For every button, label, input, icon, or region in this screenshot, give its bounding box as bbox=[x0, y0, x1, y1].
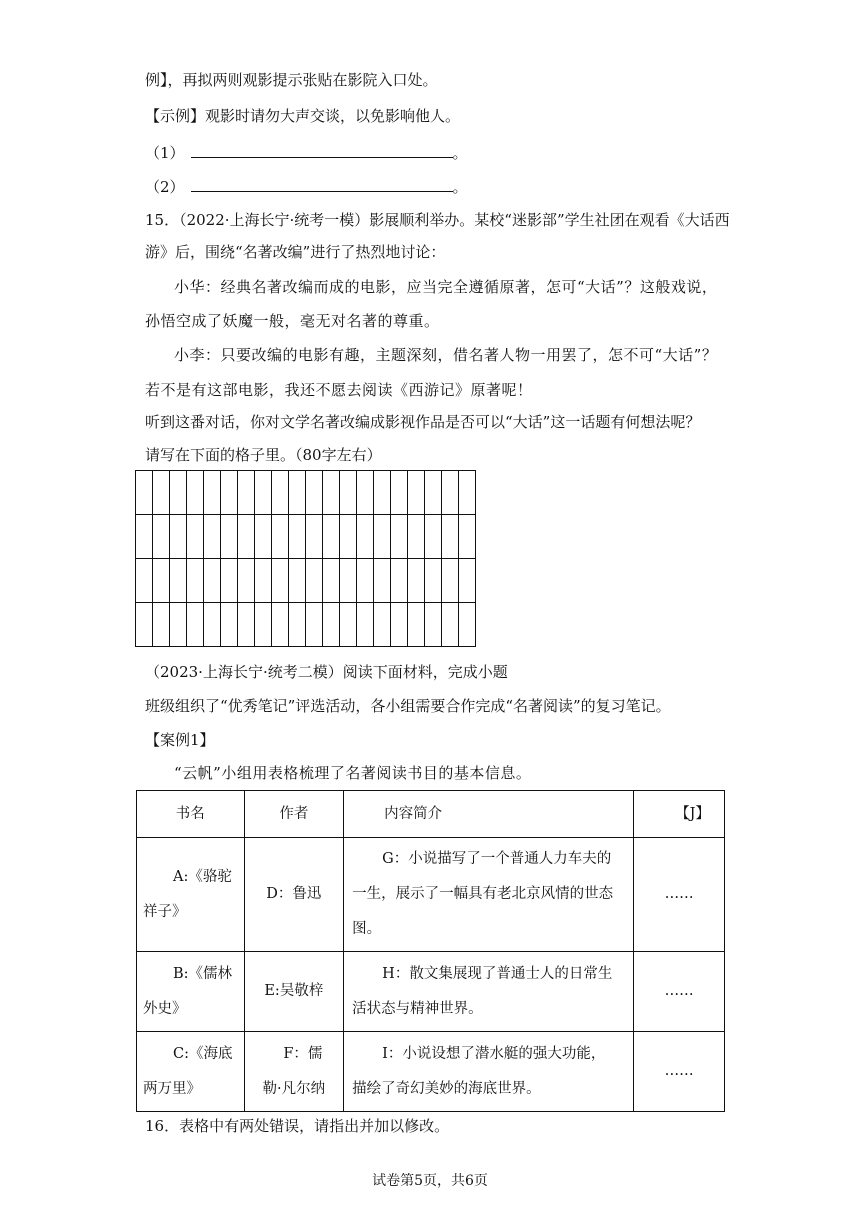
material-intro: 班级组织了“优秀笔记”评选活动，各小组需要合作完成“名著阅读”的复习笔记。 bbox=[145, 697, 671, 715]
grid-cell[interactable] bbox=[238, 559, 255, 603]
grid-cell[interactable] bbox=[323, 471, 340, 515]
grid-cell[interactable] bbox=[289, 471, 306, 515]
answer-label-1: （1） bbox=[145, 144, 185, 162]
grid-cell[interactable] bbox=[238, 603, 255, 647]
answer-label-2: （2） bbox=[145, 178, 185, 196]
grid-cell[interactable] bbox=[255, 471, 272, 515]
grid-cell[interactable] bbox=[289, 603, 306, 647]
grid-cell[interactable] bbox=[272, 603, 289, 647]
book-line-b: 两万里》 bbox=[143, 1080, 201, 1097]
grid-cell[interactable] bbox=[306, 559, 323, 603]
book-line-b: 外史》 bbox=[143, 1000, 187, 1017]
grid-cell[interactable] bbox=[255, 603, 272, 647]
grid-cell[interactable] bbox=[272, 471, 289, 515]
grid-row bbox=[136, 603, 476, 647]
cell-book bbox=[137, 1032, 245, 1112]
summary-line-c: 图。 bbox=[352, 921, 382, 937]
table-row bbox=[137, 1032, 725, 1112]
cell-author: E:吴敬梓 bbox=[244, 952, 344, 1032]
grid-cell[interactable] bbox=[391, 471, 408, 515]
grid-cell[interactable] bbox=[221, 603, 238, 647]
table-row bbox=[137, 838, 725, 952]
answer-line-1 bbox=[145, 142, 468, 163]
grid-cell[interactable] bbox=[442, 471, 459, 515]
grid-cell[interactable] bbox=[425, 471, 442, 515]
grid-cell[interactable] bbox=[408, 603, 425, 647]
grid-cell[interactable] bbox=[340, 515, 357, 559]
cell-book bbox=[137, 838, 245, 952]
grid-cell[interactable] bbox=[221, 471, 238, 515]
grid-cell[interactable] bbox=[374, 559, 391, 603]
grid-cell[interactable] bbox=[136, 603, 153, 647]
grid-row bbox=[136, 559, 476, 603]
grid-cell[interactable] bbox=[408, 471, 425, 515]
grid-cell[interactable] bbox=[340, 559, 357, 603]
grid-cell[interactable] bbox=[425, 559, 442, 603]
grid-cell[interactable] bbox=[136, 559, 153, 603]
cell-author: D：鲁迅 bbox=[244, 838, 344, 952]
page-footer: 试卷第5页，共6页 bbox=[372, 1173, 488, 1189]
author-line-b: 勒·凡尔纳 bbox=[262, 1080, 326, 1097]
grid-cell[interactable] bbox=[374, 515, 391, 559]
header-book: 书名 bbox=[137, 791, 245, 838]
cell-extra: …… bbox=[634, 838, 725, 952]
grid-cell[interactable] bbox=[153, 515, 170, 559]
grid-cell[interactable] bbox=[340, 471, 357, 515]
grid-cell[interactable] bbox=[408, 515, 425, 559]
header-j: 【J】 bbox=[634, 791, 725, 838]
grid-cell[interactable] bbox=[323, 515, 340, 559]
grid-cell[interactable] bbox=[272, 515, 289, 559]
summary-line-b: 活状态与精神世界。 bbox=[352, 1000, 483, 1017]
grid-cell[interactable] bbox=[357, 471, 374, 515]
book-line-b: 祥子》 bbox=[143, 903, 187, 920]
grid-cell[interactable] bbox=[187, 515, 204, 559]
grid-cell[interactable] bbox=[221, 515, 238, 559]
writing-grid[interactable] bbox=[135, 470, 476, 647]
grid-cell[interactable] bbox=[459, 471, 476, 515]
book-line-a: A:《骆驼 bbox=[173, 868, 232, 885]
xiaohua-line-2: 孙悟空成了妖魔一般，毫无对名著的尊重。 bbox=[145, 312, 440, 330]
grid-cell[interactable] bbox=[357, 515, 374, 559]
table-row bbox=[137, 952, 725, 1032]
grid-cell[interactable] bbox=[306, 515, 323, 559]
author-line-a: F：儒 bbox=[283, 1045, 323, 1062]
grid-cell[interactable] bbox=[170, 603, 187, 647]
grid-cell[interactable] bbox=[374, 471, 391, 515]
cell-author bbox=[244, 1032, 344, 1112]
answer-blank-1[interactable] bbox=[191, 142, 453, 158]
grid-cell[interactable] bbox=[153, 559, 170, 603]
case-description: “云帆”小组用表格梳理了名著阅读书目的基本信息。 bbox=[174, 764, 532, 782]
header-summary: 内容简介 bbox=[344, 791, 634, 838]
grid-cell[interactable] bbox=[391, 559, 408, 603]
cell-book bbox=[137, 952, 245, 1032]
grid-cell[interactable] bbox=[255, 559, 272, 603]
grid-cell[interactable] bbox=[340, 603, 357, 647]
cell-extra: …… bbox=[634, 1032, 725, 1112]
summary-line-b: 一生，展示了一幅具有老北京风情的世态 bbox=[352, 886, 614, 902]
answer-line-2 bbox=[145, 176, 468, 197]
grid-cell[interactable] bbox=[204, 515, 221, 559]
grid-cell[interactable] bbox=[289, 559, 306, 603]
table-header-row bbox=[137, 791, 725, 838]
grid-cell[interactable] bbox=[391, 603, 408, 647]
grid-cell[interactable] bbox=[153, 471, 170, 515]
grid-cell[interactable] bbox=[187, 471, 204, 515]
cell-extra: …… bbox=[634, 952, 725, 1032]
grid-row bbox=[136, 471, 476, 515]
grid-cell[interactable] bbox=[204, 471, 221, 515]
xiaohua-line-1: 小华：经典名著改编而成的电影，应当完全遵循原著，怎可“大话”？这般戏说， bbox=[174, 278, 718, 296]
grid-cell[interactable] bbox=[204, 559, 221, 603]
grid-cell[interactable] bbox=[306, 603, 323, 647]
summary-line-a: H：散文集展现了普通士人的日常生 bbox=[382, 965, 613, 982]
grid-cell[interactable] bbox=[459, 603, 476, 647]
grid-cell[interactable] bbox=[289, 515, 306, 559]
summary-line-b: 描绘了奇幻美妙的海底世界。 bbox=[352, 1080, 541, 1097]
prompt-line-2: 请写在下面的格子里。（80字左右） bbox=[145, 446, 382, 464]
xiaoli-line-1: 小李：只要改编的电影有趣，主题深刻，借名著人物一用罢了，怎不可“大话”？ bbox=[174, 346, 718, 364]
answer-end-1: 。 bbox=[452, 144, 468, 162]
grid-cell[interactable] bbox=[323, 559, 340, 603]
grid-cell[interactable] bbox=[255, 515, 272, 559]
grid-cell[interactable] bbox=[442, 559, 459, 603]
grid-cell[interactable] bbox=[357, 603, 374, 647]
question-15-line-2: 游》后，围绕“名著改编”进行了热烈地讨论： bbox=[145, 243, 446, 261]
case-label: 【案例1】 bbox=[145, 731, 215, 749]
grid-cell[interactable] bbox=[238, 471, 255, 515]
book-line-a: B:《儒林 bbox=[173, 965, 233, 982]
grid-cell[interactable] bbox=[391, 515, 408, 559]
grid-cell[interactable] bbox=[187, 559, 204, 603]
grid-cell[interactable] bbox=[187, 603, 204, 647]
grid-cell[interactable] bbox=[459, 559, 476, 603]
answer-end-2: 。 bbox=[452, 178, 468, 196]
grid-cell[interactable] bbox=[204, 603, 221, 647]
grid-cell[interactable] bbox=[408, 559, 425, 603]
book-info-table bbox=[136, 790, 725, 1112]
grid-cell[interactable] bbox=[323, 603, 340, 647]
prompt-line-1: 听到这番对话，你对文学名著改编成影视作品是否可以“大话”这一话题有何想法呢？ bbox=[145, 413, 701, 431]
grid-cell[interactable] bbox=[306, 471, 323, 515]
cell-summary bbox=[344, 838, 634, 952]
grid-cell[interactable] bbox=[170, 559, 187, 603]
cell-summary bbox=[344, 952, 634, 1032]
grid-cell[interactable] bbox=[357, 559, 374, 603]
question-15-line-1: 15．（2022·上海长宁·统考一模）影展顺利举办。某校“迷影部”学生社团在观看《大话西 bbox=[145, 211, 730, 229]
instruction-line: 例】，再拟两则观影提示张贴在影院入口处。 bbox=[145, 71, 438, 89]
cell-summary bbox=[344, 1032, 634, 1112]
book-line-a: C:《海底 bbox=[173, 1045, 233, 1062]
grid-cell[interactable] bbox=[221, 559, 238, 603]
example-line: 【示例】观影时请勿大声交谈，以免影响他人。 bbox=[145, 107, 461, 125]
grid-cell[interactable] bbox=[136, 515, 153, 559]
summary-line-a: G：小说描写了一个普通人力车夫的 bbox=[382, 851, 612, 867]
grid-cell[interactable] bbox=[459, 515, 476, 559]
header-author: 作者 bbox=[244, 791, 344, 838]
grid-cell[interactable] bbox=[442, 603, 459, 647]
grid-cell[interactable] bbox=[238, 515, 255, 559]
summary-line-a: I：小说设想了潜水艇的强大功能， bbox=[382, 1045, 606, 1062]
question-16: 16．表格中有两处错误，请指出并加以修改。 bbox=[145, 1117, 450, 1135]
grid-cell[interactable] bbox=[425, 515, 442, 559]
answer-blank-2[interactable] bbox=[191, 176, 453, 192]
grid-cell[interactable] bbox=[425, 603, 442, 647]
grid-cell[interactable] bbox=[442, 515, 459, 559]
grid-cell[interactable] bbox=[170, 471, 187, 515]
grid-cell[interactable] bbox=[272, 559, 289, 603]
grid-row bbox=[136, 515, 476, 559]
grid-cell[interactable] bbox=[170, 515, 187, 559]
grid-cell[interactable] bbox=[136, 471, 153, 515]
grid-cell[interactable] bbox=[374, 603, 391, 647]
xiaoli-line-2: 若不是有这部电影，我还不愿去阅读《西游记》原著呢！ bbox=[145, 381, 533, 399]
material-heading: （2023·上海长宁·统考二模）阅读下面材料，完成小题 bbox=[145, 663, 508, 681]
grid-cell[interactable] bbox=[153, 603, 170, 647]
